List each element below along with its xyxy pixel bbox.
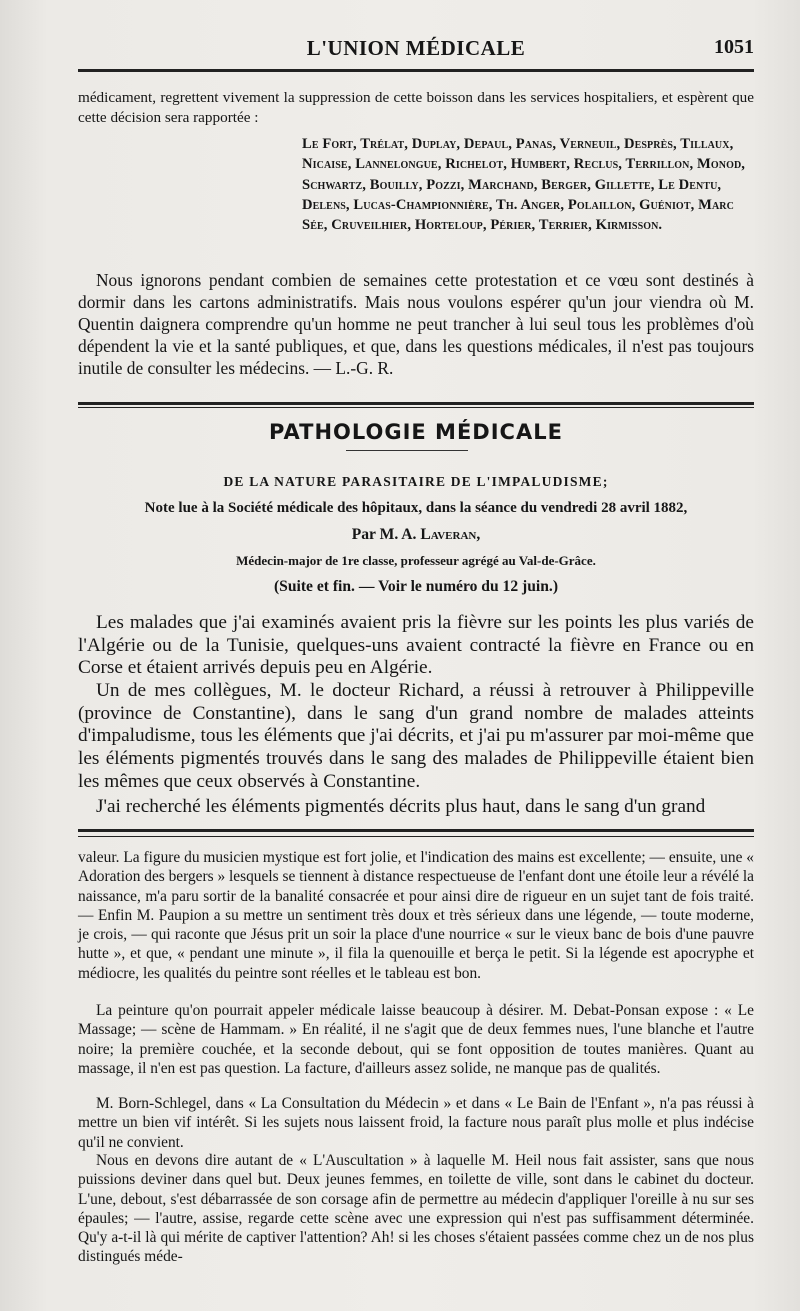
running-title: L'UNION MÉDICALE bbox=[306, 36, 526, 60]
feuilleton-paragraph-2: La peinture qu'on pourrait appeler médicale laisse beaucoup à désirer. M. Debat-Ponsan expose : « Le Massage; — scène de Hammam. » En réalité, il ne s'agit que de deux femmes nues, l'une blanche et l'autre noire; la première couchée, et la seconde debout, qui se font opposition de toutes manières. Quant au massage, il n'en est pas question. La facture, d'ailleurs assez solide, ne manque pas de qualités. bbox=[78, 1002, 754, 1077]
section-rule-top bbox=[78, 402, 754, 405]
author-name: Laveran bbox=[420, 526, 477, 543]
article-paragraph-1: Les malades que j'ai examinés avaient pris la fièvre sur les points les plus variés de l'Algérie ou de la Tunisie, quelques-uns avaient contracté la fièvre en France ou en Corse et étaient arrivés depuis peu en Algérie. bbox=[78, 612, 754, 679]
signatories-list: Le Fort, Trélat, Duplay, Depaul, Panas, Verneuil, Desprès, Tillaux, Nicaise, Lannelongue, Richelot, Humbert, Reclus, Terrillon, Monod, Schwartz, Bouilly, Pozzi, Marchand, Berger, Gillette, Le Dentu, Delens, Lucas-Championnière, Th. Anger, Polaillon, Guéniot, Marc Sée, Cruveilhier, Horteloup, Périer, Terrier, Kirmisson. bbox=[302, 136, 746, 234]
article-paragraph-2: Un de mes collègues, M. le docteur Richard, a réussi à retrouver à Philippeville (province de Constantine), dans le sang d'un grand nombre de malades atteints d'impaludisme, tous les éléments que j'ai décrits, et j'ai pu m'assurer par moi-même que les éléments pigmentés trouvés dans le sang des malades de Philippeville étaient bien les mêmes que ceux observés à Constantine. bbox=[78, 680, 754, 792]
article-paragraph-3: J'ai recherché les éléments pigmentés décrits plus haut, dans le sang d'un grand bbox=[96, 796, 706, 817]
continuation-note: (Suite et fin. — Voir le numéro du 12 juin.) bbox=[273, 578, 559, 595]
feuilleton-paragraph-3: M. Born-Schlegel, dans « La Consultation du Médecin » et dans « Le Bain de l'Enfant », n'a pas réussi à mettre un bien vif intérêt. Si les sujets nous laissent froid, la facture nous paraît plus molle et plus indécise qu'il ne convient. bbox=[78, 1095, 754, 1151]
feuilleton-rule-bottom bbox=[78, 836, 754, 837]
article-note: Note lue à la Société médicale des hôpitaux, dans la séance du vendredi 28 avril 1882, bbox=[144, 500, 688, 516]
author-role: Médecin-major de 1re classe, professeur agrégé au Val-de-Grâce. bbox=[236, 553, 596, 568]
author-suffix: , bbox=[476, 526, 481, 543]
page-number: 1051 bbox=[714, 36, 754, 58]
feuilleton-paragraph-1: valeur. La figure du musicien mystique est fort jolie, et l'indication des mains est excellente; — ensuite, une « Adoration des bergers » lesquels se tiennent à distance respectueuse de l'enfant dont une étoile leur a révélé la naissance, m'a paru sortir de la banalité consacrée et pour ainsi dire de rigueur en un sujet tant de fois traité. — Enfin M. Paupion a su mettre un sentiment très doux et très sérieux dans une légende, — toute moderne, je crois, — qui raconte que Jésus prit un soir la place d'une nourrice « sur le vieux banc de bois d'une pauvre hutte », et que, « pendant une minute », il fila la quenouille et berça le petit. Si la légende est apocryphe et médiocre, les qualités du peintre sont réelles et le tableau est bon. bbox=[78, 849, 755, 982]
article-title: DE LA NATURE PARASITAIRE DE L'IMPALUDISME; bbox=[223, 474, 609, 489]
header-rule bbox=[78, 69, 754, 72]
section-title: PATHOLOGIE MÉDICALE bbox=[269, 420, 563, 444]
section-rule-bottom bbox=[78, 407, 754, 408]
author-prefix: Par M. A. bbox=[351, 526, 421, 543]
article-author bbox=[78, 526, 754, 544]
page-header bbox=[78, 36, 754, 66]
editorial-paragraph: Nous ignorons pendant combien de semaines cette protestation et ce vœu sont destinés à dormir dans les cartons administratifs. Mais nous voulons espérer qu'un jour viendra où M. Quentin daignera comprendre qu'un homme ne peut trancher à lui seul tous les problèmes d'où dépendent la vie et la santé publiques, et que, dans les questions médicales, il n'est pas toujours inutile de consulter les médecins. — L.-G. R. bbox=[78, 270, 754, 378]
intro-paragraph: médicament, regrettent vivement la suppression de cette boisson dans les services hospitaliers, et espèrent que cette décision sera rapportée : bbox=[78, 89, 754, 126]
feuilleton-rule-top bbox=[78, 829, 754, 832]
section-title-underline bbox=[346, 450, 468, 451]
feuilleton-paragraph-4: Nous en devons dire autant de « L'Auscultation » à laquelle M. Heil nous fait assister, sans que nous puissions deviner dans quel but. Deux jeunes femmes, en toilette de ville, sont dans le cabinet du docteur. L'une, debout, s'est débarrassée de son corsage afin de permettre au médecin d'appliquer l'oreille à nu sur ses épaules; — l'autre, assise, regarde cette scène avec une expression qui n'est pas suffisamment déterminée. Qu'y a-t-il là qui mérite de captiver l'attention? Ah! si les choses s'étaient passées comme chez un de nos plus distingués méde- bbox=[78, 1152, 754, 1266]
